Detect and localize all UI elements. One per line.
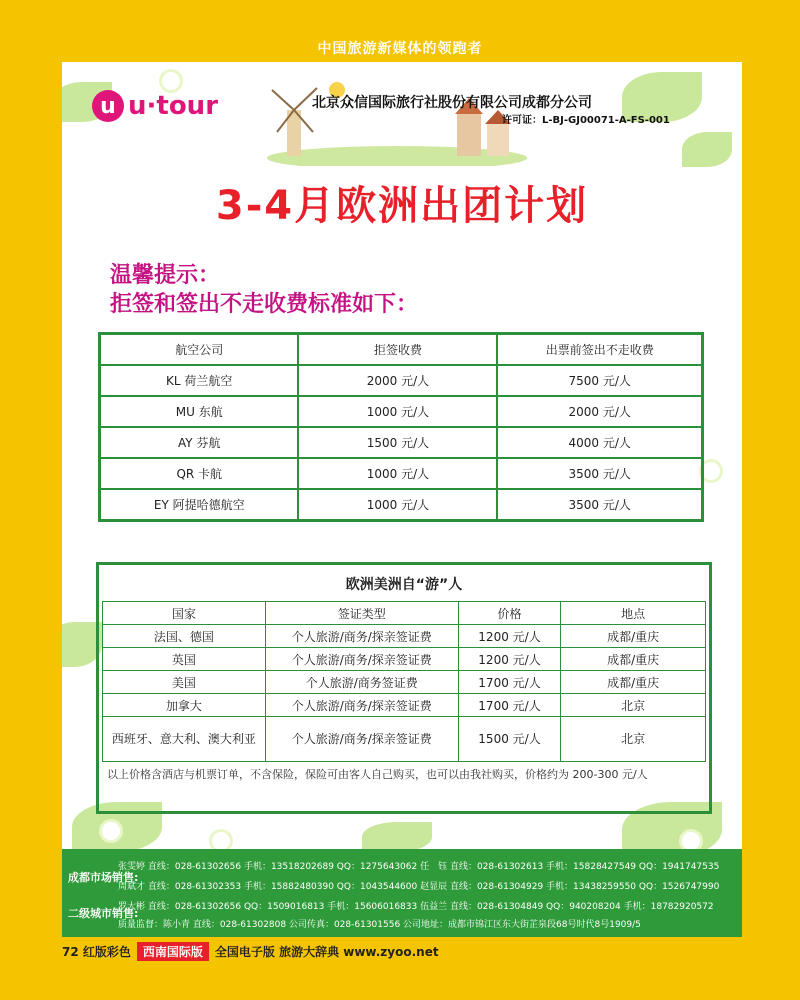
table-row <box>103 625 706 648</box>
location-cell: 成都/重庆 <box>561 648 706 671</box>
location-cell: 北京 <box>561 717 706 762</box>
header-cell: 航空公司 <box>100 334 299 366</box>
utour-logo <box>92 90 218 122</box>
country-cell: 加拿大 <box>103 694 266 717</box>
price-cell: 1500 元/人 <box>458 717 561 762</box>
contact-line: 质量监督：陈小青 直线：028-61302808 公司传真：028-61301556 公司地址：成都市锦江区东大街芷泉段68号时代8号1909/5 <box>118 920 641 930</box>
fee-table <box>98 332 704 522</box>
no-show-fee-cell: 3500 元/人 <box>497 489 702 521</box>
location-cell: 北京 <box>561 694 706 717</box>
leaf-decoration <box>682 132 732 167</box>
contact-line: 罗大彬 直线：028-61302656 QQ：1509016813 手机：15606016833 伍益兰 直线：028-61304849 QQ：940208204 手机：18782920572 <box>118 902 714 912</box>
license-number: 许可证：L-BJ-GJ00071-A-FS-001 <box>502 115 670 126</box>
refusal-fee-cell: 1000 元/人 <box>298 396 497 427</box>
contacts-label-chengdu: 成都市场销售: <box>68 871 139 884</box>
header-cell: 地点 <box>561 602 706 625</box>
table-row <box>103 648 706 671</box>
country-cell: 美国 <box>103 671 266 694</box>
contacts-bar <box>62 849 742 937</box>
airline-cell: MU 东航 <box>100 396 299 427</box>
visa-table <box>102 601 706 762</box>
page-title: 3-4月欧洲出团计划 <box>215 183 589 229</box>
location-cell: 成都/重庆 <box>561 625 706 648</box>
visa-type-cell: 个人旅游/商务/探亲签证费 <box>265 694 458 717</box>
refusal-fee-cell: 1500 元/人 <box>298 427 497 458</box>
tip-heading: 温馨提示： <box>110 263 221 288</box>
price-cell: 1200 元/人 <box>458 648 561 671</box>
header-cell: 签证类型 <box>265 602 458 625</box>
no-show-fee-cell: 7500 元/人 <box>497 365 702 396</box>
table-row <box>103 694 706 717</box>
table-row <box>100 458 703 489</box>
airline-cell: AY 芬航 <box>100 427 299 458</box>
visa-heading: 欧洲美洲自“游”人 <box>345 577 463 593</box>
header-cell: 出票前签出不走收费 <box>497 334 702 366</box>
header-cell: 国家 <box>103 602 266 625</box>
country-cell: 英国 <box>103 648 266 671</box>
header-cell: 价格 <box>458 602 561 625</box>
footer-tagline: 全国电子版 旅游大辞典 www.zyoo.net <box>214 944 439 959</box>
table-row <box>100 427 703 458</box>
flower-decoration <box>102 822 120 840</box>
visa-type-cell: 个人旅游/商务签证费 <box>265 671 458 694</box>
table-row <box>100 489 703 521</box>
visa-type-cell: 个人旅游/商务/探亲签证费 <box>265 648 458 671</box>
slogan: 中国旅游新媒体的领跑者 <box>317 41 483 57</box>
price-cell: 1700 元/人 <box>458 694 561 717</box>
price-cell: 1200 元/人 <box>458 625 561 648</box>
table-row <box>100 365 703 396</box>
refusal-fee-cell: 1000 元/人 <box>298 489 497 521</box>
airline-cell: EY 阿提哈德航空 <box>100 489 299 521</box>
no-show-fee-cell: 4000 元/人 <box>497 427 702 458</box>
contact-line: 周斌才 直线：028-61302353 手机：15882480390 QQ：1043544600 赵显辰 直线：028-61304929 手机：13438259550 QQ：1526747990 <box>118 882 720 892</box>
country-cell: 法国、德国 <box>103 625 266 648</box>
no-show-fee-cell: 2000 元/人 <box>497 396 702 427</box>
table-row <box>100 396 703 427</box>
company-name: 北京众信国际旅行社股份有限公司成都分公司 <box>312 95 592 111</box>
logo-mark-icon: u <box>92 90 124 122</box>
refusal-fee-cell: 1000 元/人 <box>298 458 497 489</box>
airline-cell: KL 荷兰航空 <box>100 365 299 396</box>
visa-note: 以上价格含酒店与机票订单，不含保险，保险可由客人自己购买，也可以由我社购买，价格约为 200-300 元/人 <box>107 768 648 781</box>
contact-line: 张雯婷 直线：028-61302656 手机：13518202689 QQ：1275643062 任 钰 直线：028-61302613 手机：15828427549 QQ：1941747535 <box>118 862 720 872</box>
price-cell: 1700 元/人 <box>458 671 561 694</box>
airline-cell: QR 卡航 <box>100 458 299 489</box>
table-row <box>103 717 706 762</box>
header-cell: 拒签收费 <box>298 334 497 366</box>
visa-table-header <box>103 602 706 625</box>
section-badge: 西南国际版 <box>137 942 209 961</box>
no-show-fee-cell: 3500 元/人 <box>497 458 702 489</box>
logo-text: u·tour <box>128 91 219 121</box>
location-cell: 成都/重庆 <box>561 671 706 694</box>
flower-decoration <box>162 72 180 90</box>
refusal-fee-cell: 2000 元/人 <box>298 365 497 396</box>
visa-type-cell: 个人旅游/商务/探亲签证费 <box>265 717 458 762</box>
page-number: 72 红版彩色 <box>62 944 131 959</box>
windmill-scene-illustration <box>267 70 527 166</box>
fee-table-header <box>100 334 703 366</box>
visa-type-cell: 个人旅游/商务/探亲签证费 <box>265 625 458 648</box>
visa-section <box>96 562 712 814</box>
page-footer <box>62 940 439 962</box>
country-cell: 西班牙、意大利、澳大利亚 <box>103 717 266 762</box>
leaf-decoration <box>362 822 432 852</box>
flower-decoration <box>702 462 720 480</box>
tip-subheading: 拒签和签出不走收费标准如下： <box>110 292 419 317</box>
page-content <box>62 62 742 937</box>
table-row <box>103 671 706 694</box>
flower-decoration <box>212 832 230 850</box>
contacts-label-secondary: 二级城市销售: <box>68 907 139 920</box>
top-banner <box>0 0 800 62</box>
flower-decoration <box>682 832 700 850</box>
